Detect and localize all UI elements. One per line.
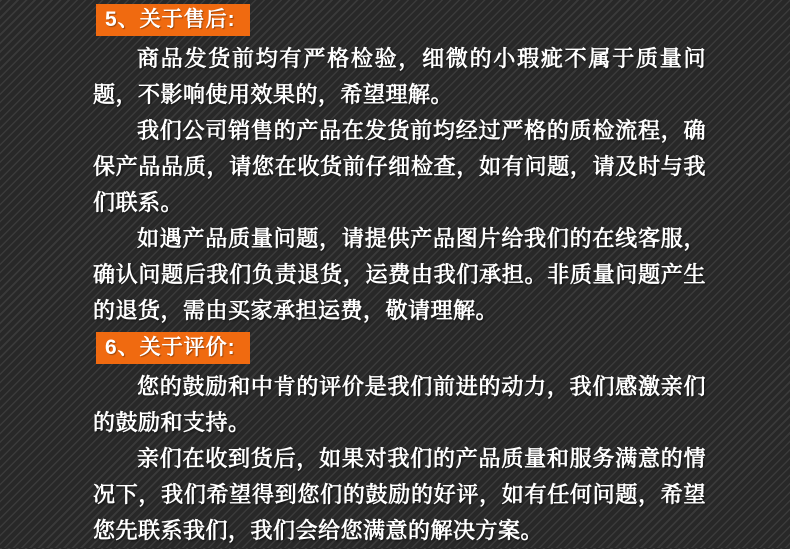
section-badge: 6、关于评价:	[96, 332, 250, 364]
section-badge-row	[96, 4, 706, 36]
section-paragraphs	[93, 369, 706, 549]
notice-section	[93, 4, 706, 329]
section-paragraphs	[93, 41, 706, 329]
paragraph-text: 我们公司销售的产品在发货前均经过严格的质检流程，确保产品品质，请您在收货前仔细检查，如有问题，请及时与我们联系。	[93, 118, 706, 215]
notice-section	[93, 332, 706, 549]
paragraph-text: 商品发货前均有严格检验，细微的小瑕疵不属于质量问题，不影响使用效果的，希望理解。	[93, 46, 706, 107]
paragraph-text: 亲们在收到货后，如果对我们的产品质量和服务满意的情况下，我们希望得到您们的鼓励的好评，如有任何问题，希望您先联系我们，我们会给您满意的解决方案。	[93, 446, 706, 543]
section-badge-row	[96, 332, 706, 364]
paragraph-text: 您的鼓励和中肯的评价是我们前进的动力，我们感激亲们的鼓励和支持。	[93, 374, 706, 435]
section-badge: 5、关于售后:	[96, 4, 250, 36]
notice-sections	[93, 4, 706, 549]
paragraph-text: 如遇产品质量问题，请提供产品图片给我们的在线客服，确认问题后我们负责退货，运费由我们承担。非质量问题产生的退货，需由买家承担运费，敬请理解。	[93, 226, 706, 323]
